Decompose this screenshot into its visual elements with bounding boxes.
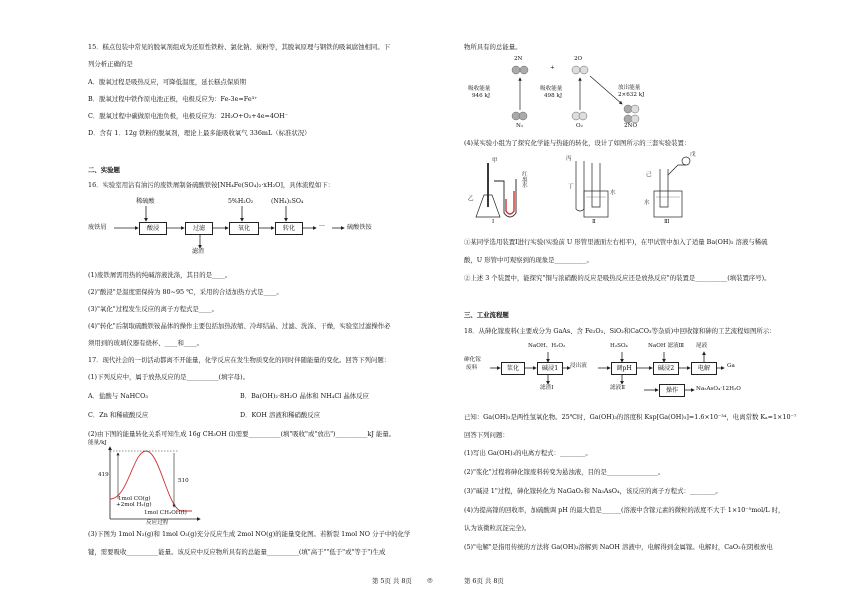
q18-answer-prompt: 回答下列问题： — [464, 431, 509, 439]
label-apparatus-i: Ⅰ — [492, 219, 495, 225]
label-red-ink: 红墨水 — [522, 172, 528, 190]
flow-end-product: 硫酸铁铵 — [347, 224, 372, 231]
q17-sub3-cont: 键，需要吸收__________能量。该反应中反应物所具有的总能量__________(填"高于""低于"或"等于")生成 — [88, 548, 386, 556]
q15-stem: 15．糕点包装中常见的脱氧剂组成为还原性铁粉、氯化钠、炭粉等，其脱氧原理与钢铁的吸氧腐蚀相同。下 — [88, 43, 391, 51]
q17-sub2: (2)由下图的能量转化关系可知生成 16g CH₃OH (l)需要__________(填"吸收"或"放出")__________kJ 能量。 — [88, 430, 396, 438]
q17-sub4: (4)某实验小组为了探究化学能与热能的转化，设计了如图所示的三套实验装置： — [464, 139, 691, 147]
q18-known: 已知：Ga(OH)₃是两性氢氧化物。25℃时，Ga(OH)₃的溶度积 Ksp[Ga(OH)₃]=1.6×10⁻³⁴，电离常数 Kₐ=1×10⁻⁷ — [464, 413, 797, 421]
flow-residue: 滤渣 — [192, 248, 205, 255]
q18-sub2: (2)"浆化"过程将砷化镓废料转变为悬浊液，目的是________________。 — [464, 468, 665, 476]
q17-option-d: D．KOH 溶液和稀硝酸反应 — [240, 411, 321, 419]
q18-sub4: (4)为提高镓的回收率，加硫酸调 pH 的最大值是______(溶液中含镓元素的微粒的浓度不大于 1×10⁻⁵mol/L 时， — [464, 506, 785, 514]
molecule-2no: 2NO — [624, 123, 638, 129]
q18-sub4-cont: 认为该微粒沉淀完全)。 — [464, 524, 531, 532]
q17-sub3-end: 物所具有的总能量。 — [464, 43, 522, 51]
section-heading-industrial: 三、工业流程题 — [464, 311, 509, 319]
label-ding: 丁 — [568, 184, 574, 190]
label-apparatus-ii: Ⅱ — [592, 219, 596, 225]
section-heading-experiment: 二、实验题 — [88, 166, 120, 174]
q18-reagent-naoh-filtrate: NaOH 滤液Ⅲ — [648, 343, 685, 349]
q18-sub1: (1)写出 Ga(OH)₃的电离方程式：________。 — [464, 449, 592, 457]
q18-product-na3aso4: Na₃AsO₄·12H₂O — [696, 386, 741, 392]
flow-box-oxidize: 氧化 — [229, 222, 259, 235]
graph-ylabel: 能量/kJ — [88, 440, 107, 446]
label-wu: 戊 — [690, 152, 696, 158]
flow-reagent-sulfuric-acid: 稀硫酸 — [136, 198, 155, 205]
q15-stem-cont: 列分析正确的是 — [88, 60, 133, 68]
absorb-value-946: 946 kJ — [472, 93, 491, 99]
q16-sub3: (3)"氧化"过程发生反应的离子方程式是____。 — [88, 305, 218, 313]
q18-box-electrolysis: 电解 — [691, 362, 717, 375]
q17-option-a: A．盐酸与 NaHCO₃ — [88, 392, 148, 400]
release-value: 2×632 kJ — [618, 92, 645, 98]
graph-value-510: 510 — [178, 478, 189, 484]
bond-energy-diagram — [464, 54, 664, 134]
q18-box-alkali-leach-1: 碱浸1 — [537, 362, 563, 375]
q17-sub4-2: ②上述 3 个装置中，能探究"铜与浓硝酸的反应是吸热反应还是放热反应"的装置是__________(填装置序号)。 — [464, 274, 771, 282]
q18-reagent-h2so4: H₂SO₄ — [610, 343, 628, 349]
q16-flowchart — [88, 194, 443, 254]
q18-feed-line1: 砷化镓 — [464, 357, 481, 363]
flow-start-scrap-iron: 废铁屑 — [88, 224, 107, 231]
q18-sub5: (5)"电解"是指用传统的方法将 Ga(OH)₃溶解到 NaOH 溶液中，电解得到金属镓。电解时，CaO₂在阴极放电 — [464, 543, 773, 551]
flow-reagent-ammonium-sulfate: (NH₄)₂SO₄ — [271, 198, 304, 205]
q15-option-a: A．脱氧过程是吸热反应，可降低温度，延长糕点保质期 — [88, 78, 246, 86]
q18-leachate: 浸出液 — [570, 363, 587, 369]
flow-box-convert: 转化 — [275, 222, 303, 235]
q15-option-b: B．脱氧过程中铁作原电池正极，电极反应为：Fe-3e=Fe³⁺ — [88, 95, 258, 103]
release-label: 放出能量 — [618, 85, 641, 91]
atoms-2n: 2N — [514, 56, 523, 62]
flow-dots: ··· — [319, 223, 325, 230]
q18-product-ga: Ga — [727, 363, 735, 369]
q16-stem: 16．实验室用沾有油污的废铁屑制备硫酸铁铵[NH₄Fe(SO₄)₂·xH₂O]，具体流程如下： — [88, 181, 334, 189]
q18-residue-1: 滤渣Ⅰ — [540, 385, 554, 391]
plus-sign: + — [550, 65, 555, 71]
q18-sub3: (3)"碱浸 1"过程，砷化镓转化为 NaGaO₂和 Na₃AsO₄，该反应的离子方程式：________。 — [464, 487, 722, 495]
q17-sub1: (1)下列反应中，属于放热反应的是__________(填字母)。 — [88, 373, 250, 381]
q15-option-d: D．含有 1．12g 铁粉的脱氧剂，理论上最多能吸收氧气 336mL（标准状况） — [88, 129, 311, 137]
footer-page-right: 第 6页 共 8页 — [464, 577, 504, 585]
q18-tail-liquid: 尾液 — [696, 343, 708, 349]
q18-box-operation: 操作 — [659, 384, 685, 397]
q18-filtrate-2: 滤液Ⅱ — [610, 385, 625, 391]
footer-center-mark: ◎ — [427, 576, 433, 584]
absorb-label-2: 吸收能量 — [540, 86, 563, 92]
energy-graph — [88, 441, 208, 526]
graph-value-419: 419 — [98, 472, 109, 478]
graph-reactant-h2: +2mol H₂(g) — [116, 502, 152, 508]
q17-stem: 17．现代社会的一切活动都离不开能量，化学反应在发生物质变化的同时伴随能量的变化。回答下列问题： — [88, 356, 391, 364]
label-jia: 甲 — [492, 158, 498, 164]
q16-sub4-cont: 须用到的玻璃仪器有烧杯、____和____。 — [88, 339, 204, 347]
footer-page-left: 第 5页 共 8页 — [372, 577, 412, 585]
graph-reactant-co: 1mol CO(g) — [118, 496, 151, 502]
q15-option-c: C．脱氧过程中碳做原电池负极，电极反应为：2H₂O+O₂+4e=4OH⁻ — [88, 112, 289, 120]
flow-reagent-h2o2: 5%H₂O₂ — [228, 198, 254, 205]
q17-option-b: B．Ba(OH)₂·8H₂O 晶体和 NH₄Cl 晶体反应 — [240, 392, 369, 400]
molecule-n2: N₂ — [516, 123, 524, 129]
graph-xlabel: 反应过程 — [146, 520, 169, 526]
q16-sub4: (4)"转化"后制取硫酸铁铵晶体的操作主要包括加热浓缩、冷却结晶、过滤、洗涤、干燥，实验室过滤操作必 — [88, 322, 391, 330]
label-apparatus-iii: Ⅲ — [664, 219, 670, 225]
label-yi: 乙 — [468, 196, 474, 202]
q18-flowchart — [464, 340, 764, 408]
flow-box-acid-leach: 酸浸 — [139, 222, 167, 235]
label-bing: 丙 — [566, 156, 572, 162]
q17-sub3: (3)下图为 1mol N₂(g)和 1mol O₂(g)充分反应生成 2mol NO(g)的能量变化图。若断裂 1mol NO 分子中的化学 — [88, 530, 411, 538]
atoms-2o: 2O — [574, 56, 583, 62]
absorb-value-498: 498 kJ — [544, 93, 563, 99]
q18-box-adjust-ph: 调pH — [611, 362, 637, 375]
q16-sub1: (1)废铁屑需用热的纯碱溶液洗涤，其目的是____。 — [88, 271, 232, 279]
apparatus-figure — [464, 151, 724, 229]
q18-box-alkali-leach-2: 碱浸2 — [653, 362, 679, 375]
apparatus-drawing — [464, 151, 724, 229]
label-ji: 己 — [646, 172, 652, 178]
q18-reagent-naoh-h2o2: NaOH、H₂O₂ — [528, 343, 566, 349]
q17-option-c: C．Zn 和稀硫酸反应 — [88, 411, 149, 419]
absorb-label-1: 吸收能量 — [468, 86, 491, 92]
graph-product: 1mol CH₃OH(l) — [144, 510, 187, 516]
molecule-o2: O₂ — [576, 123, 583, 129]
q17-sub4-1: ①某同学选用装置Ⅰ进行实验(实验前 U 形管里液面左右相平)，在甲试管中加入了适量 Ba(OH)₂ 溶液与稀硫 — [464, 238, 768, 246]
q18-feed-line2: 废料 — [466, 365, 478, 371]
label-water-ii: 水 — [610, 190, 616, 196]
q18-box-slurry: 浆化 — [501, 362, 525, 375]
q17-sub4-1-cont: 酸，U 形管中可观察到的现象是__________。 — [464, 256, 593, 264]
q18-stem: 18．从砷化镓废料(主要成分为 GaAs、含 Fe₂O₃、SiO₂和CaCO₃等杂质)中回收镓和砷的工艺流程如图所示： — [464, 327, 776, 335]
q16-sub2: (2)"酸浸"是温度需保持为 80~95 ℃，采用的合适加热方式是____。 — [88, 288, 283, 296]
flow-box-filter: 过滤 — [185, 222, 213, 235]
label-water-iii: 水 — [644, 200, 650, 206]
